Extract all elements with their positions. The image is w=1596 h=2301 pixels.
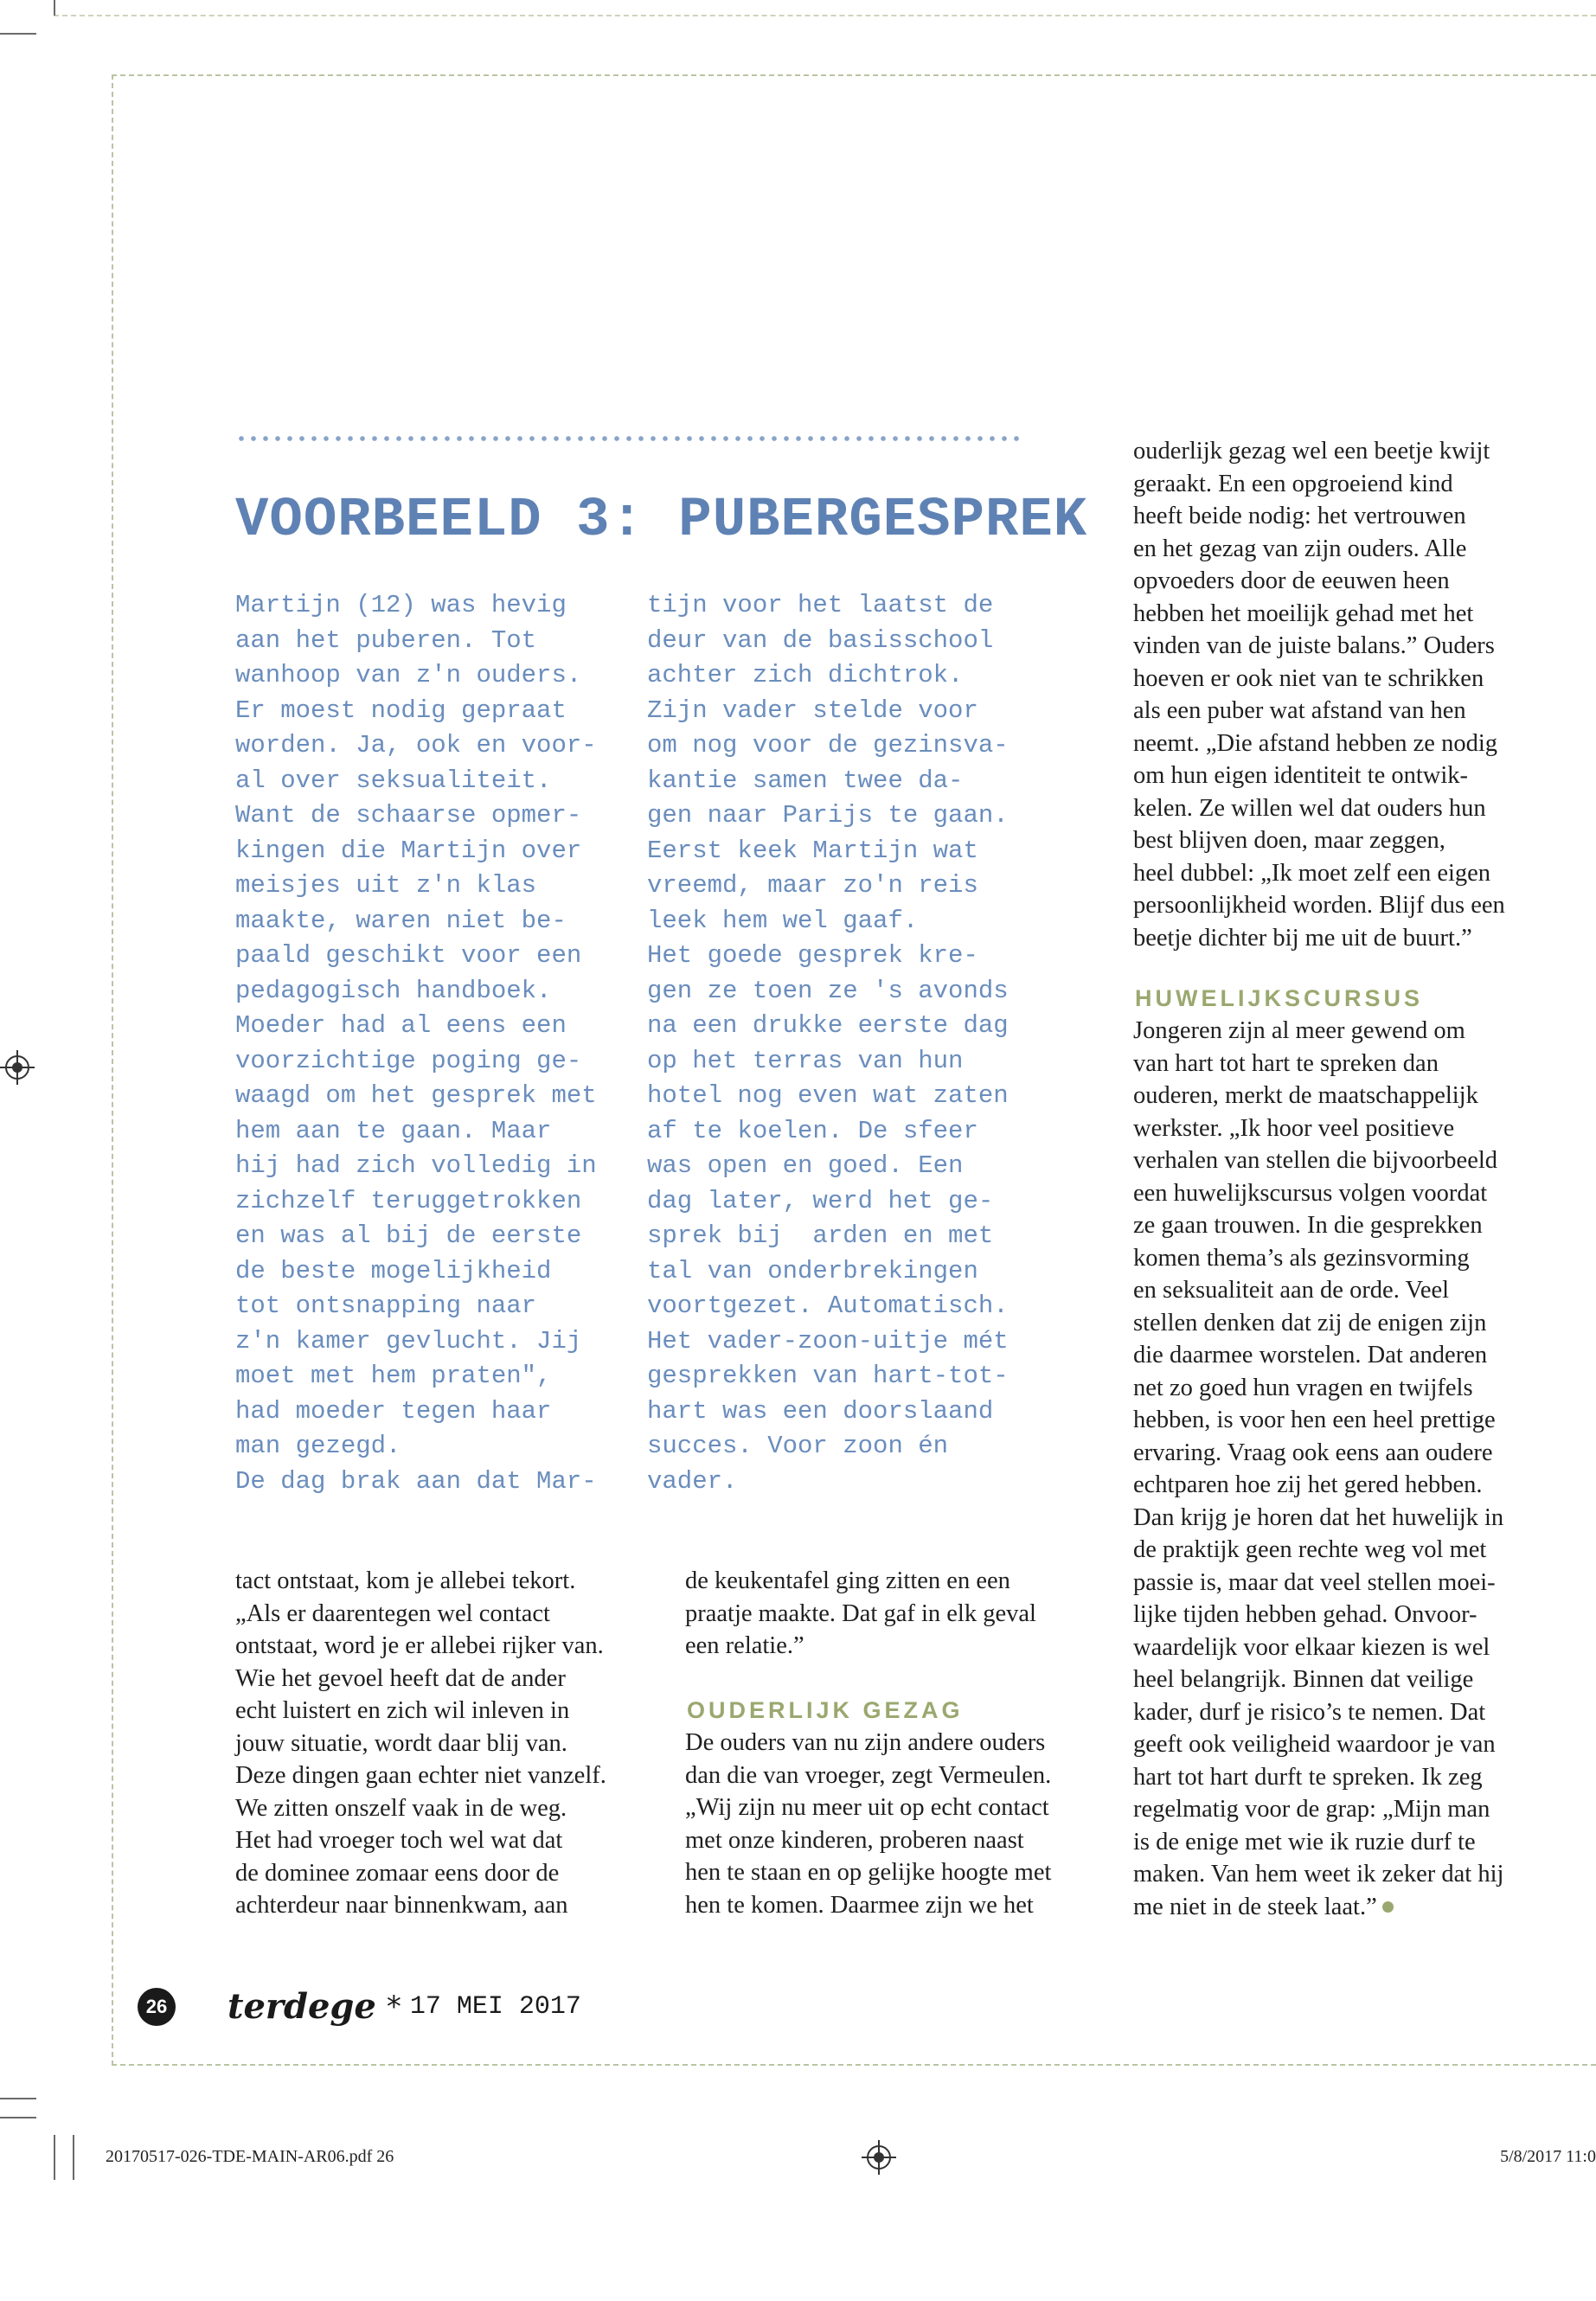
slug-date: 5/8/2017 11:0 [1500, 2147, 1596, 2166]
article-column-3-bottom [1133, 1015, 1503, 1923]
crop-mark [0, 33, 36, 35]
crop-mark [0, 2117, 36, 2118]
article-column-3-bottom-text: Jongeren zijn al meer gewend om van hart tot hart te spreken dan ouderen, merkt de maatschappelijk werkster. „Ik hoor veel positieve verhalen van stellen die bijvoorbeeld een huwelijkscursus volgen voordat ze gaan trouwen. In die gesprekken komen thema’s als gezinsvorming en seksualiteit aan de orde. Veel stellen denken dat zij de enigen zijn die daarmee worstelen. Dat anderen net zo goed hun vragen en twijfels hebben, is voor hen een heel prettige ervaring. Vraag ook eens aan oudere echtparen hoe zij het gered hebben. Dan krijg je horen dat het huwelijk in de praktijk geen rechte weg vol met passie is, maar dat veel stellen moei- lijke tijden hebben gehad. Onvoor- waardelijk voor elkaar kiezen is wel heel belangrijk. Binnen dat veilige kader, durf je risico’s te nemen. Dat geeft ook veiligheid waardoor je van hart tot hart durft te spreken. Ik zeg regelmatig voor de grap: „Mijn man is de enige met wie ik ruzie durf te maken. Van hem weet ik zeker dat hij me niet in de steek laat.” [1133, 1017, 1504, 1920]
crop-mark [54, 0, 55, 16]
magazine-logo: terdege [228, 1986, 376, 2027]
subhead-ouderlijk-gezag: OUDERLIJK GEZAG [687, 1697, 964, 1723]
separator-star: * [386, 1989, 401, 2024]
end-mark-icon [1382, 1901, 1394, 1913]
crop-mark [54, 2135, 55, 2180]
box-title: VOORBEELD 3: PUBERGESPREK [235, 490, 1088, 552]
registration-mark-icon [867, 2145, 891, 2170]
article-column-1: tact ontstaat, kom je allebei tekort. „Als er daarentegen wel contact ontstaat, word je er allebei rijker van. Wie het gevoel heeft dat de ander echt luistert en zich wil inleven in jouw situatie, wordt daar blij van. Deze dingen gaan echter niet vanzelf. We zitten onszelf vaak in de weg. Het had vroeger toch wel wat dat de dominee zomaar eens door de achterdeur naar binnenkwam, aan [235, 1567, 606, 1919]
crop-mark [73, 2135, 74, 2180]
page-footer [138, 1986, 581, 2027]
dotted-divider [235, 435, 1022, 442]
box-column-1: Martijn (12) was hevig aan het puberen. Tot wanhoop van z'n ouders. Er moest nodig gepraat worden. Ja, ook en voor- al over seksualiteit. Want de schaarse opmer- kingen die Martijn over meisjes uit z'n klas maakte, waren niet be- paald geschikt voor een pedagogisch handboek. Moeder had al eens een voorzichtige poging ge- waagd om het gesprek met hem aan te gaan. Maar hij had zich volledig in zichzelf teruggetrokken en was al bij de eerste de beste mogelijkheid tot ontsnapping naar z'n kamer gevlucht. Jij moet met hem praten", had moeder tegen haar man gezegd. De dag brak aan dat Mar- [235, 591, 597, 1496]
subhead-huwelijkscursus: HUWELIJKSCURSUS [1135, 985, 1424, 1011]
article-column-2-bottom: De ouders van nu zijn andere ouders dan die van vroeger, zegt Vermeulen. „Wij zijn nu meer uit op echt contact met onze kinderen, proberen naast hen te staan en op gelijke hoogte met hen te komen. Daarmee zijn we het [685, 1729, 1052, 1919]
article-column-3-top: ouderlijk gezag wel een beetje kwijt geraakt. En een opgroeiend kind heeft beide nodig: het vertrouwen en het gezag van zijn ouders. Alle opvoeders door de eeuwen heen hebben het moeilijk gehad met het vinden van de juiste balans.” Ouders hoeven er ook niet van te schrikken als een puber wat afstand van hen neemt. „Die afstand hebben ze nodig om hun eigen identiteit te ontwik- kelen. Ze willen wel dat ouders hun best blijven doen, maar zeggen, heel dubbel: „Ik moet zelf een eigen persoonlijkheid worden. Blijf dus een beetje dichter bij me uit de buurt.” [1133, 438, 1505, 952]
page-number: 26 [138, 1988, 176, 2026]
registration-mark-icon [5, 1055, 29, 1080]
box-column-2: tijn voor het laatst de deur van de basisschool achter zich dichtrok. Zijn vader stelde voor om nog voor de gezinsva- kantie samen twee da- gen naar Parijs te gaan. Eerst keek Martijn wat vreemd, maar zo'n reis leek hem wel gaaf. Het goede gesprek kre- gen ze toen ze 's avonds na een drukke eerste dag op het terras van hun hotel nog even wat zaten af te koelen. De sfeer was open en goed. Een dag later, werd het ge- sprek bij arden en met tal van onderbrekingen voortgezet. Automatisch. Het vader-zoon-uitje mét gesprekken van hart-tot- hart was een doorslaand succes. Voor zoon én vader. [647, 591, 1009, 1496]
slug-file-name: 20170517-026-TDE-MAIN-AR06.pdf 26 [106, 2147, 394, 2166]
crop-mark [0, 2098, 36, 2099]
top-dashed-line [54, 15, 1596, 16]
article-column-2-top: de keukentafel ging zitten en een praatje maakte. Dat gaf in elk geval een relatie.” [685, 1567, 1036, 1659]
issue-date: 17 MEI 2017 [409, 1991, 581, 2022]
